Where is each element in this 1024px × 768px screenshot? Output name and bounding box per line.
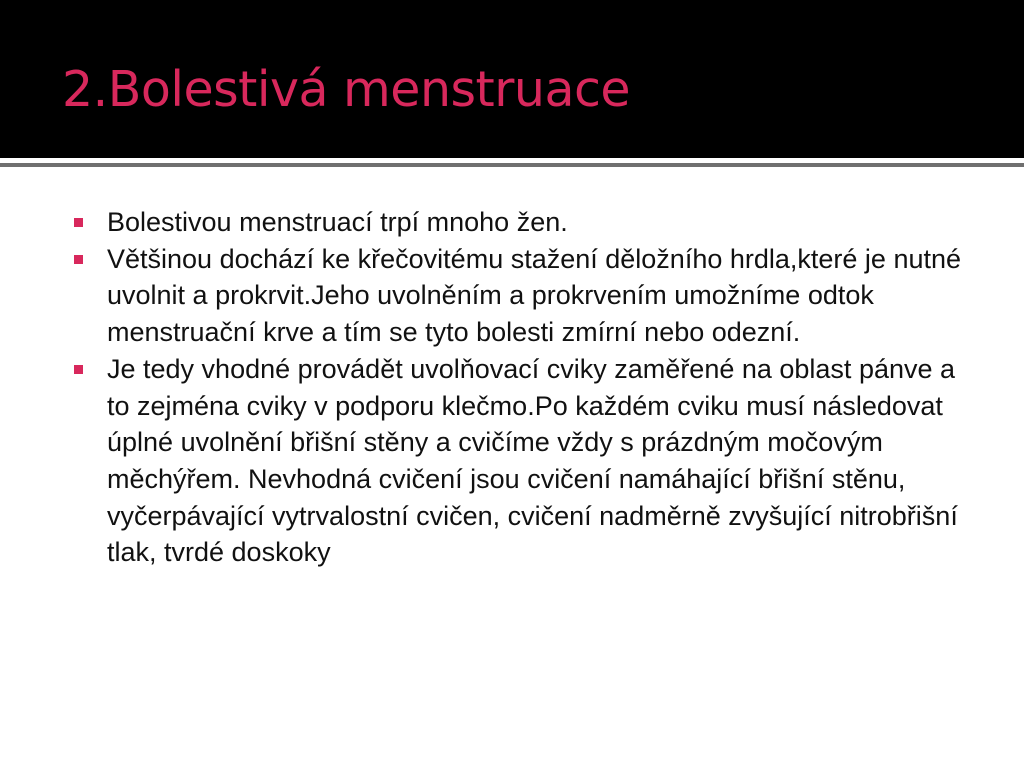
square-bullet-icon — [74, 255, 83, 264]
divider-line — [0, 163, 1024, 167]
square-bullet-icon — [74, 365, 83, 374]
title-bar — [0, 0, 1024, 158]
bullet-text: Je tedy vhodné provádět uvolňovací cviky zaměřené na oblast pánve a to zejména cviky v podporu klečmo.Po každém cviku musí následovat úplné uvolnění břišní stěny a cvičíme vždy s prázdným močovým měchýřem. Nevhodná cvičení jsou cvičení namáhající břišní stěnu, vyčerpávající vytrvalostní cvičen, cvičení nadměrně zvyšující nitrobřišní tlak, tvrdé doskoky — [107, 353, 958, 568]
square-bullet-icon — [74, 218, 83, 227]
bullet-item — [72, 351, 972, 571]
bullet-item — [72, 241, 972, 351]
bullet-text: Bolestivou menstruací trpí mnoho žen. — [107, 207, 568, 237]
bullet-text: Většinou dochází ke křečovitému stažení děložního hrdla,které je nutné uvolnit a prokrvit.Jeho uvolněním a prokrvením umožníme odtok menstruační krve a tím se tyto bolesti zmírní nebo odezní. — [107, 243, 962, 348]
bullet-list — [72, 204, 972, 571]
bullet-item — [72, 204, 972, 241]
slide-title: 2.Bolestivá menstruace — [62, 61, 631, 118]
